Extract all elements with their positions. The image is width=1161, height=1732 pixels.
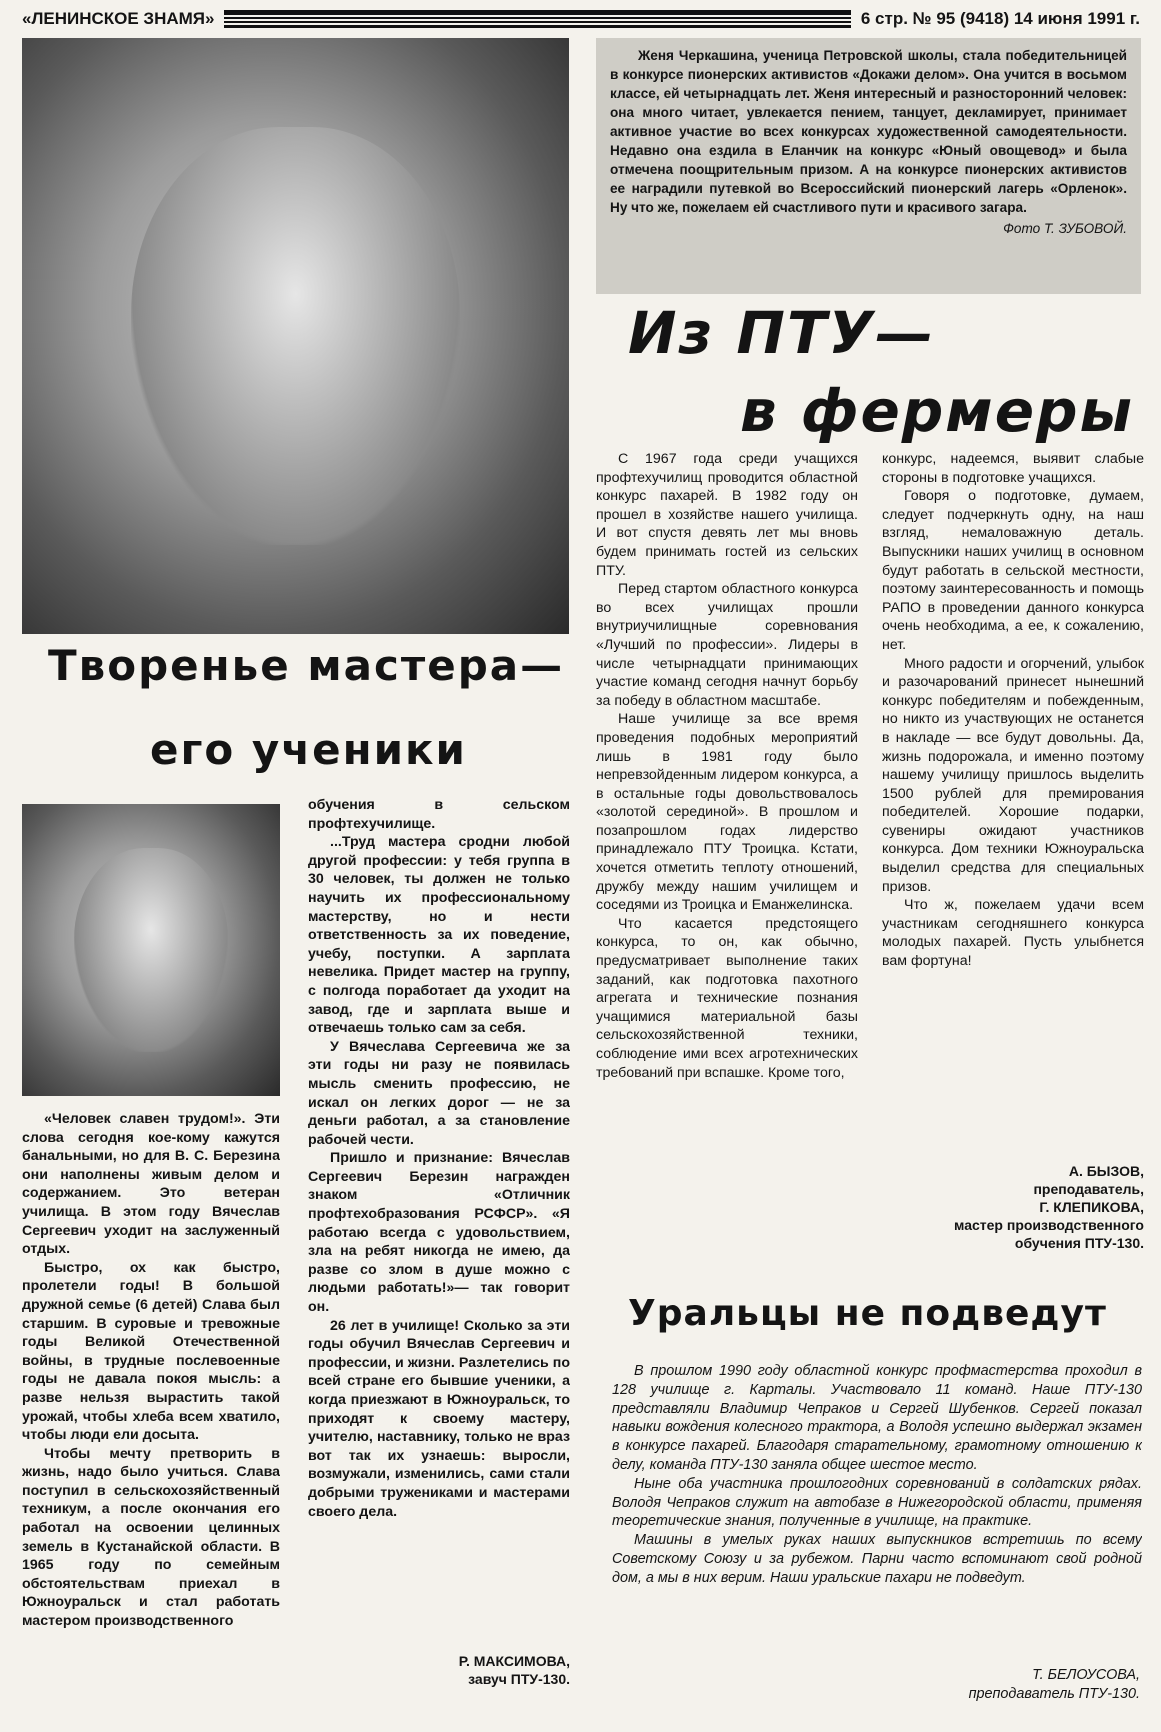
paragraph: «Человек славен трудом!». Эти слова сегодня кое-кому кажутся банальными, но для В. С. Березина они наполнены живым делом и содержанием. Это ветеран училища. В этом году Вячеслав Сергеевич уходит на заслуженный отдых. — [22, 1111, 280, 1258]
signature-name: Р. МАКСИМОВА, — [458, 1653, 570, 1669]
signature-role: преподаватель, — [1033, 1181, 1144, 1197]
photo-caption-text: Женя Черкашина, ученица Петровской школы, стала победительницей в конкурсе пионерских активистов «Докажи делом». Она учится в восьмом классе, ей четырнадцать лет. Женя интересный и разносторонний человек: она много читает, увлекается пением, танцует, декламирует, принимает активное участие во всех конкурсах художественной самодеятельности. Недавно она ездила в Еланчик на конкурс «Юный овощевод» и была отмечена поощрительным призом. А на конкурсе пионерских активистов ее наградили путевкой во Всероссийский пионерский лагерь «Орленок». Ну что же, пожелаем ей счастливого пути и красивого загара. — [610, 48, 1127, 215]
photo-credit: Фото Т. ЗУБОВОЙ. — [1003, 221, 1127, 236]
signature-role: завуч ПТУ-130. — [468, 1671, 570, 1687]
signature-name: Т. БЕЛОУСОВА, — [1032, 1667, 1140, 1683]
paragraph: Чтобы мечту претворить в жизнь, надо было учиться. Слава поступил в сельскохозяйственный техникум, а после окончания его работал на освоении целинных земель в Кустанайской области. В 1965 году по семейным обстоятельствам приехал в Южноуральск и стал работать мастером производственного — [22, 1445, 280, 1630]
issue-info: 6 стр. № 95 (9418) 14 июня 1991 г. — [860, 9, 1140, 28]
headline-master-line1: Творенье мастера— — [48, 641, 565, 690]
article-master-col2 — [308, 796, 570, 1626]
paragraph: Наше училище за все время проведения подобных мероприятий лишь в 1981 году было непревзойденным лидером конкурса, а в остальные годы довольствовалось «золотой серединой». В прошлом и позапрошлом годах лидерство принадлежало ПТУ Троицка. Кстати, хочется отметить теплоту отношений, дружбу между нашим училищем и соседями из Троицка и Еманжелинска. — [596, 711, 858, 914]
paragraph: Говоря о подготовке, думаем, следует подчеркнуть одну, на наш взгляд, немаловажную деталь. Выпускники наших училищ в основном будут работать в сельской местности, поэтому заинтересованность и помощь РАПО в проведении данного конкурса очень необходима, а ее, к сожалению, нет. — [882, 488, 1144, 653]
headline-farmers-line2: в фермеры — [740, 377, 1135, 445]
paragraph: 26 лет в училище! Сколько за эти годы обучил Вячеслав Сергеевич и профессии, и жизни. Разлетелись по всей стране его бывшие ученики, а когда приезжают в Южноуральск, то приходят к своему мастеру, учителю, наставнику, только не враз вот так их узнаешь: выросли, возмужали, изменились, сами стали добрыми тружениками и мастерами своего дела. — [308, 1317, 570, 1520]
signature-name: А. БЫЗОВ, — [1068, 1163, 1144, 1179]
article-farmers-col2 — [882, 450, 1144, 1155]
signature-urals — [612, 1666, 1140, 1704]
paragraph: У Вячеслава Сергеевича же за эти годы ни разу не появилась мысль сменить профессию, не искал он легких дорог — не за деньги работал, а за становление рабочей чести. — [308, 1038, 570, 1148]
signature-role: обучения ПТУ-130. — [1014, 1235, 1144, 1251]
paragraph: Что ж, пожелаем удачи всем участникам сегодняшнего конкурса молодых пахарей. Пусть улыбнется вам фортуна! — [882, 897, 1144, 970]
photo-caption-box — [596, 38, 1141, 294]
signature-farmers — [882, 1162, 1144, 1252]
masthead-rule — [224, 10, 850, 28]
signature-role: мастер производственного — [954, 1217, 1144, 1233]
article-master-col1 — [22, 1110, 280, 1730]
paragraph: Пришло и признание: Вячеслав Сергеевич Березин награжден знаком «Отличник профтехобразования РСФСР». «Я работаю всегда с удовольствием, зла на ребят никогда не имею, да разве со злом в душе можно с людьми работать!»— так говорит он. — [308, 1150, 570, 1316]
paragraph: обучения в сельском профтехучилище. — [308, 797, 570, 832]
article-urals-body — [612, 1362, 1142, 1652]
paragraph: Ныне оба участника прошлогодних соревнований в солдатских рядах. Володя Чепраков служит на автобазе в Нижегородской области, применяя теоретические знания, полученные в училище, на практике. — [612, 1475, 1142, 1530]
paragraph: Перед стартом областного конкурса во всех училищах прошли внутриучилищные соревнования «Лучший по профессии». Лидеры в числе четырнадцати принимающих участие команд сегодня начнут борьбу за победу в областном масштабе. — [596, 581, 858, 709]
paragraph: Много радости и огорчений, улыбок и разочарований принесет нынешний конкурс победителям и побежденным, но никто из участвующих не останется в накладе — все будут довольны. Да, жизнь подорожала, и именно поэтому нашему училищу пришлось выделить 1500 рублей для премирования победителей. Хорошие подарки, сувениры ожидают участников конкурса. Дом техники Южноуральска выделил средства для специальных призов. — [882, 655, 1144, 895]
article-farmers-col1 — [596, 450, 858, 1265]
headline-farmers-line1: Из ПТУ— — [628, 299, 936, 367]
portrait-photo-man — [22, 804, 280, 1096]
headline-master-line2: его ученики — [150, 725, 467, 774]
signature-master — [308, 1652, 570, 1688]
paragraph: В прошлом 1990 году областной конкурс профмастерства проходил в 128 училище г. Карталы. Участвовало 11 команд. Наше ПТУ-130 представляли Владимир Чепраков и Сергей Шубенков. Сергей показал навыки вождения колесного трактора, а Володя успешно выдержал экзамен в конкурсе пахарей. Благодаря старательному, грамотному отношению к делу, команда ПТУ-130 заняла общее шестое место. — [612, 1363, 1142, 1473]
paragraph: Быстро, ох как быстро, пролетели годы! В большой дружной семье (6 детей) Слава был старшим. В суровые и тревожные годы Великой Отечественной войны, в трудные послевоенные годы не давала покоя мысль: а разве нельзя вырастить такой урожай, чтобы хлеба всем хватило, чтобы люди ели досыта. — [22, 1259, 280, 1444]
signature-role: преподаватель ПТУ-130. — [968, 1686, 1140, 1702]
portrait-figure — [131, 127, 459, 544]
paragraph: ...Труд мастера сродни любой другой профессии: у тебя группа в 30 человек, ты должен не только научить их профессиональному мастерству, но и нести ответственность за их поведение, учебу, поступки. А зарплата невелика. Придет мастер на группу, с полгода поработает да уходит на завод, где и зарплата выше и отвечаешь только сам за себя. — [308, 834, 570, 1037]
paragraph: С 1967 года среди учащихся профтехучилищ проводится областной конкурс пахарей. В 1982 году он прошел в хозяйстве нашего училища. И вот спустя девять лет мы вновь будем принимать гостей из сельских ПТУ. — [596, 451, 858, 579]
masthead — [22, 6, 1140, 32]
paper-title: «ЛЕНИНСКОЕ ЗНАМЯ» — [22, 9, 215, 28]
paragraph: Машины в умелых руках наших выпускников встретишь по всему Советскому Союзу и за рубежом. Парни часто вспоминают свой родной дом, а мы в них верим. Наши уральские пахари не подведут. — [612, 1532, 1142, 1586]
portrait-figure — [74, 848, 229, 1052]
portrait-photo-girl — [22, 38, 569, 634]
paragraph: Что касается предстоящего конкурса, то он, как обычно, предусматривает выполнение таких заданий, как подготовка пахотного агрегата и технические познания учащимися материальной базы сельскохозяйственной техники, соблюдение ими всех агротехнических требований при вспашке. Кроме того, — [596, 915, 858, 1081]
headline-urals: Уральцы не подведут — [628, 1293, 1107, 1334]
paragraph: конкурс, надеемся, выявит слабые стороны в подготовке учащихся. — [882, 451, 1144, 486]
signature-name: Г. КЛЕПИКОВА, — [1039, 1199, 1144, 1215]
